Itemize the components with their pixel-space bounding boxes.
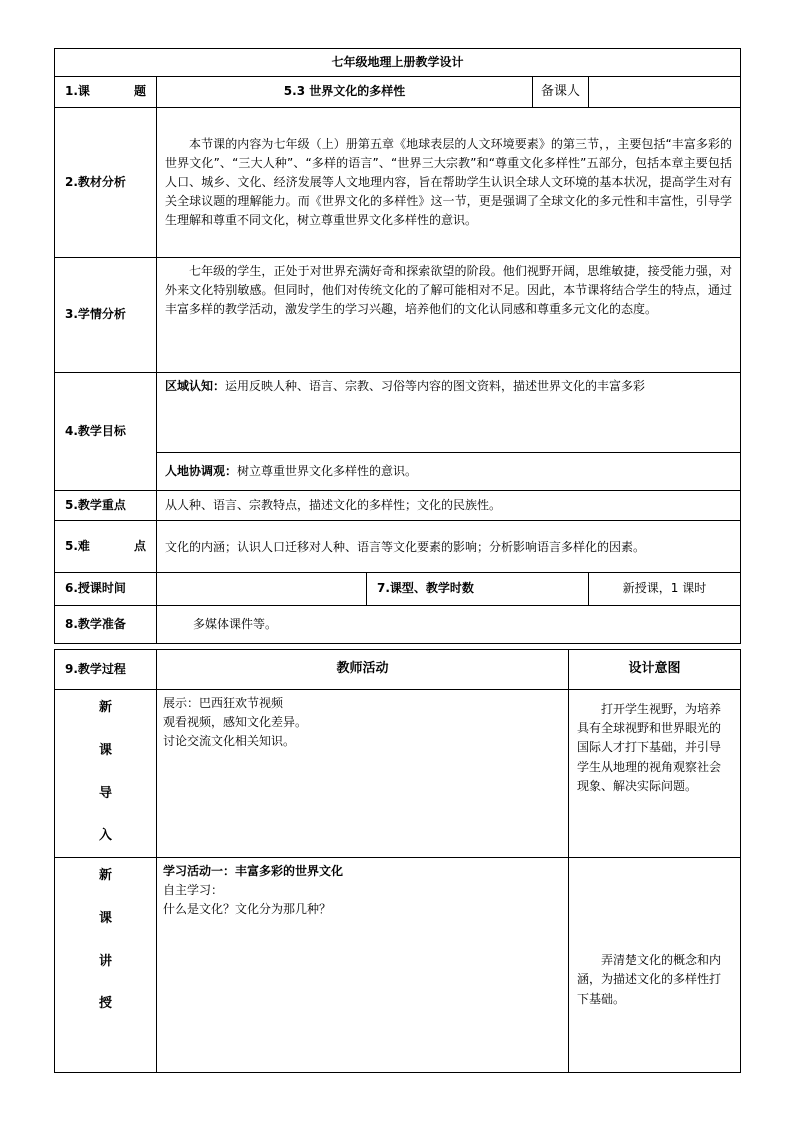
stage-char: 课 (98, 742, 112, 758)
process-row-intro (55, 690, 741, 858)
process-label: 9.教学过程 (55, 650, 157, 690)
preparer-label: 备课人 (533, 77, 589, 108)
type-label: 7.课型、教学时数 (367, 573, 589, 606)
stage-char: 新 (98, 700, 112, 715)
goal1-head: 区域认知： (165, 379, 226, 393)
topic-value: 5.3 世界文化的多样性 (157, 77, 533, 108)
goal2 (157, 453, 741, 491)
prep-label: 8.教学准备 (55, 606, 157, 644)
difficulty-text: 文化的内涵；认识人口迁移对人种、语言等文化要素的影响；分析影响语言多样化的因素。 (157, 521, 741, 573)
difficulty-label (55, 521, 157, 573)
goal1 (157, 373, 741, 453)
lesson-plan-table (54, 48, 741, 644)
goal-row-2 (55, 453, 741, 491)
material-row (55, 108, 741, 258)
stage-char: 课 (98, 910, 112, 926)
activity-line: 展示：巴西狂欢节视频 (163, 696, 284, 710)
topic-label-left: 1.课 (65, 84, 90, 99)
key-row (55, 491, 741, 521)
process-header-row (55, 650, 741, 690)
goal2-head: 人地协调观： (165, 463, 238, 478)
learner-label: 3.学情分析 (55, 258, 157, 373)
difficulty-row (55, 521, 741, 573)
stage-char: 讲 (98, 953, 112, 969)
preparer-value (589, 77, 741, 108)
prep-row (55, 606, 741, 644)
intent-col-header: 设计意图 (569, 650, 741, 690)
learner-text: 七年级的学生，正处于对世界充满好奇和探索欲望的阶段。他们视野开阔，思维敏捷，接受能力强，对外来文化特别敏感。但同时，他们对传统文化的了解可能相对不足。因此，本节课将结合学生的特点，通过丰富多样的教学活动，激发学生的学习兴趣，培养他们的文化认同感和尊重多元文化的态度。 (157, 258, 741, 373)
activity-line: 自主学习： (163, 883, 224, 898)
type-value: 新授课，1 课时 (589, 573, 741, 606)
stage-char: 新 (98, 868, 112, 883)
stage-cell-intro (55, 690, 157, 858)
material-label: 2.教材分析 (55, 108, 157, 258)
topic-label-right: 题 (133, 84, 146, 99)
goal-row-1 (55, 373, 741, 453)
stage-char: 入 (98, 828, 112, 844)
activity-line: 观看视频，感知文化差异。 (163, 715, 308, 730)
stage-char: 授 (98, 996, 112, 1012)
design-intent-intro: 打开学生视野，为培养具有全球视野和世界眼光的国际人才打下基础，并引导学生从地理的视角观察社会现象、解决实际问题。 (569, 690, 741, 858)
time-label: 6.授课时间 (55, 573, 157, 606)
goal2-text: 树立尊重世界文化多样性的意识。 (237, 463, 418, 478)
design-intent-teaching: 弄清楚文化的概念和内涵，为描述文化的多样性打下基础。 (569, 858, 741, 1073)
process-table (54, 649, 741, 1073)
process-row-teaching (55, 858, 741, 1073)
activity-line: 讨论交流文化相关知识。 (163, 734, 296, 749)
time-row (55, 573, 741, 606)
time-value (157, 573, 367, 606)
goal1-text: 运用反映人种、语言、宗教、习俗等内容的图文资料，描述世界文化的丰富多彩 (225, 379, 646, 393)
difficulty-label-right: 点 (133, 538, 146, 553)
activity-line: 什么是文化？文化分为那几种？ (163, 902, 332, 917)
stage-cell-teaching (55, 858, 157, 1073)
topic-label (55, 77, 157, 108)
teacher-activity-intro (157, 690, 569, 858)
goal-label: 4.教学目标 (55, 373, 157, 491)
prep-text: 多媒体课件等。 (157, 606, 741, 644)
key-text: 从人种、语言、宗教特点，描述文化的多样性；文化的民族性。 (157, 491, 741, 521)
stage-char: 导 (98, 785, 112, 801)
activity-title: 学习活动一：丰富多彩的世界文化 (163, 864, 344, 878)
learner-row (55, 258, 741, 373)
difficulty-label-left: 5.难 (65, 538, 90, 553)
doc-title: 七年级地理上册教学设计 (55, 49, 741, 77)
key-label: 5.教学重点 (55, 491, 157, 521)
title-row (55, 49, 741, 77)
teacher-col-header: 教师活动 (157, 650, 569, 690)
teacher-activity-teaching (157, 858, 569, 1073)
material-text: 本节课的内容为七年级（上）册第五章《地球表层的人文环境要素》的第三节，，主要包括“丰富多彩的世界文化”、“三大人种”、“多样的语言”、“世界三大宗教”和“尊重文化多样性”五部分，包括本章主要包括人口、城乡、文化、经济发展等人文地理内容，旨在帮助学生认识全球人文环境的基本状况，提高学生对有关全球议题的理解能力。而《世界文化的多样性》这一节，更是强调了全球文化的多元性和丰富性，引导学生理解和尊重不同文化，树立尊重世界文化多样性的意识。 (157, 108, 741, 258)
topic-row (55, 77, 741, 108)
